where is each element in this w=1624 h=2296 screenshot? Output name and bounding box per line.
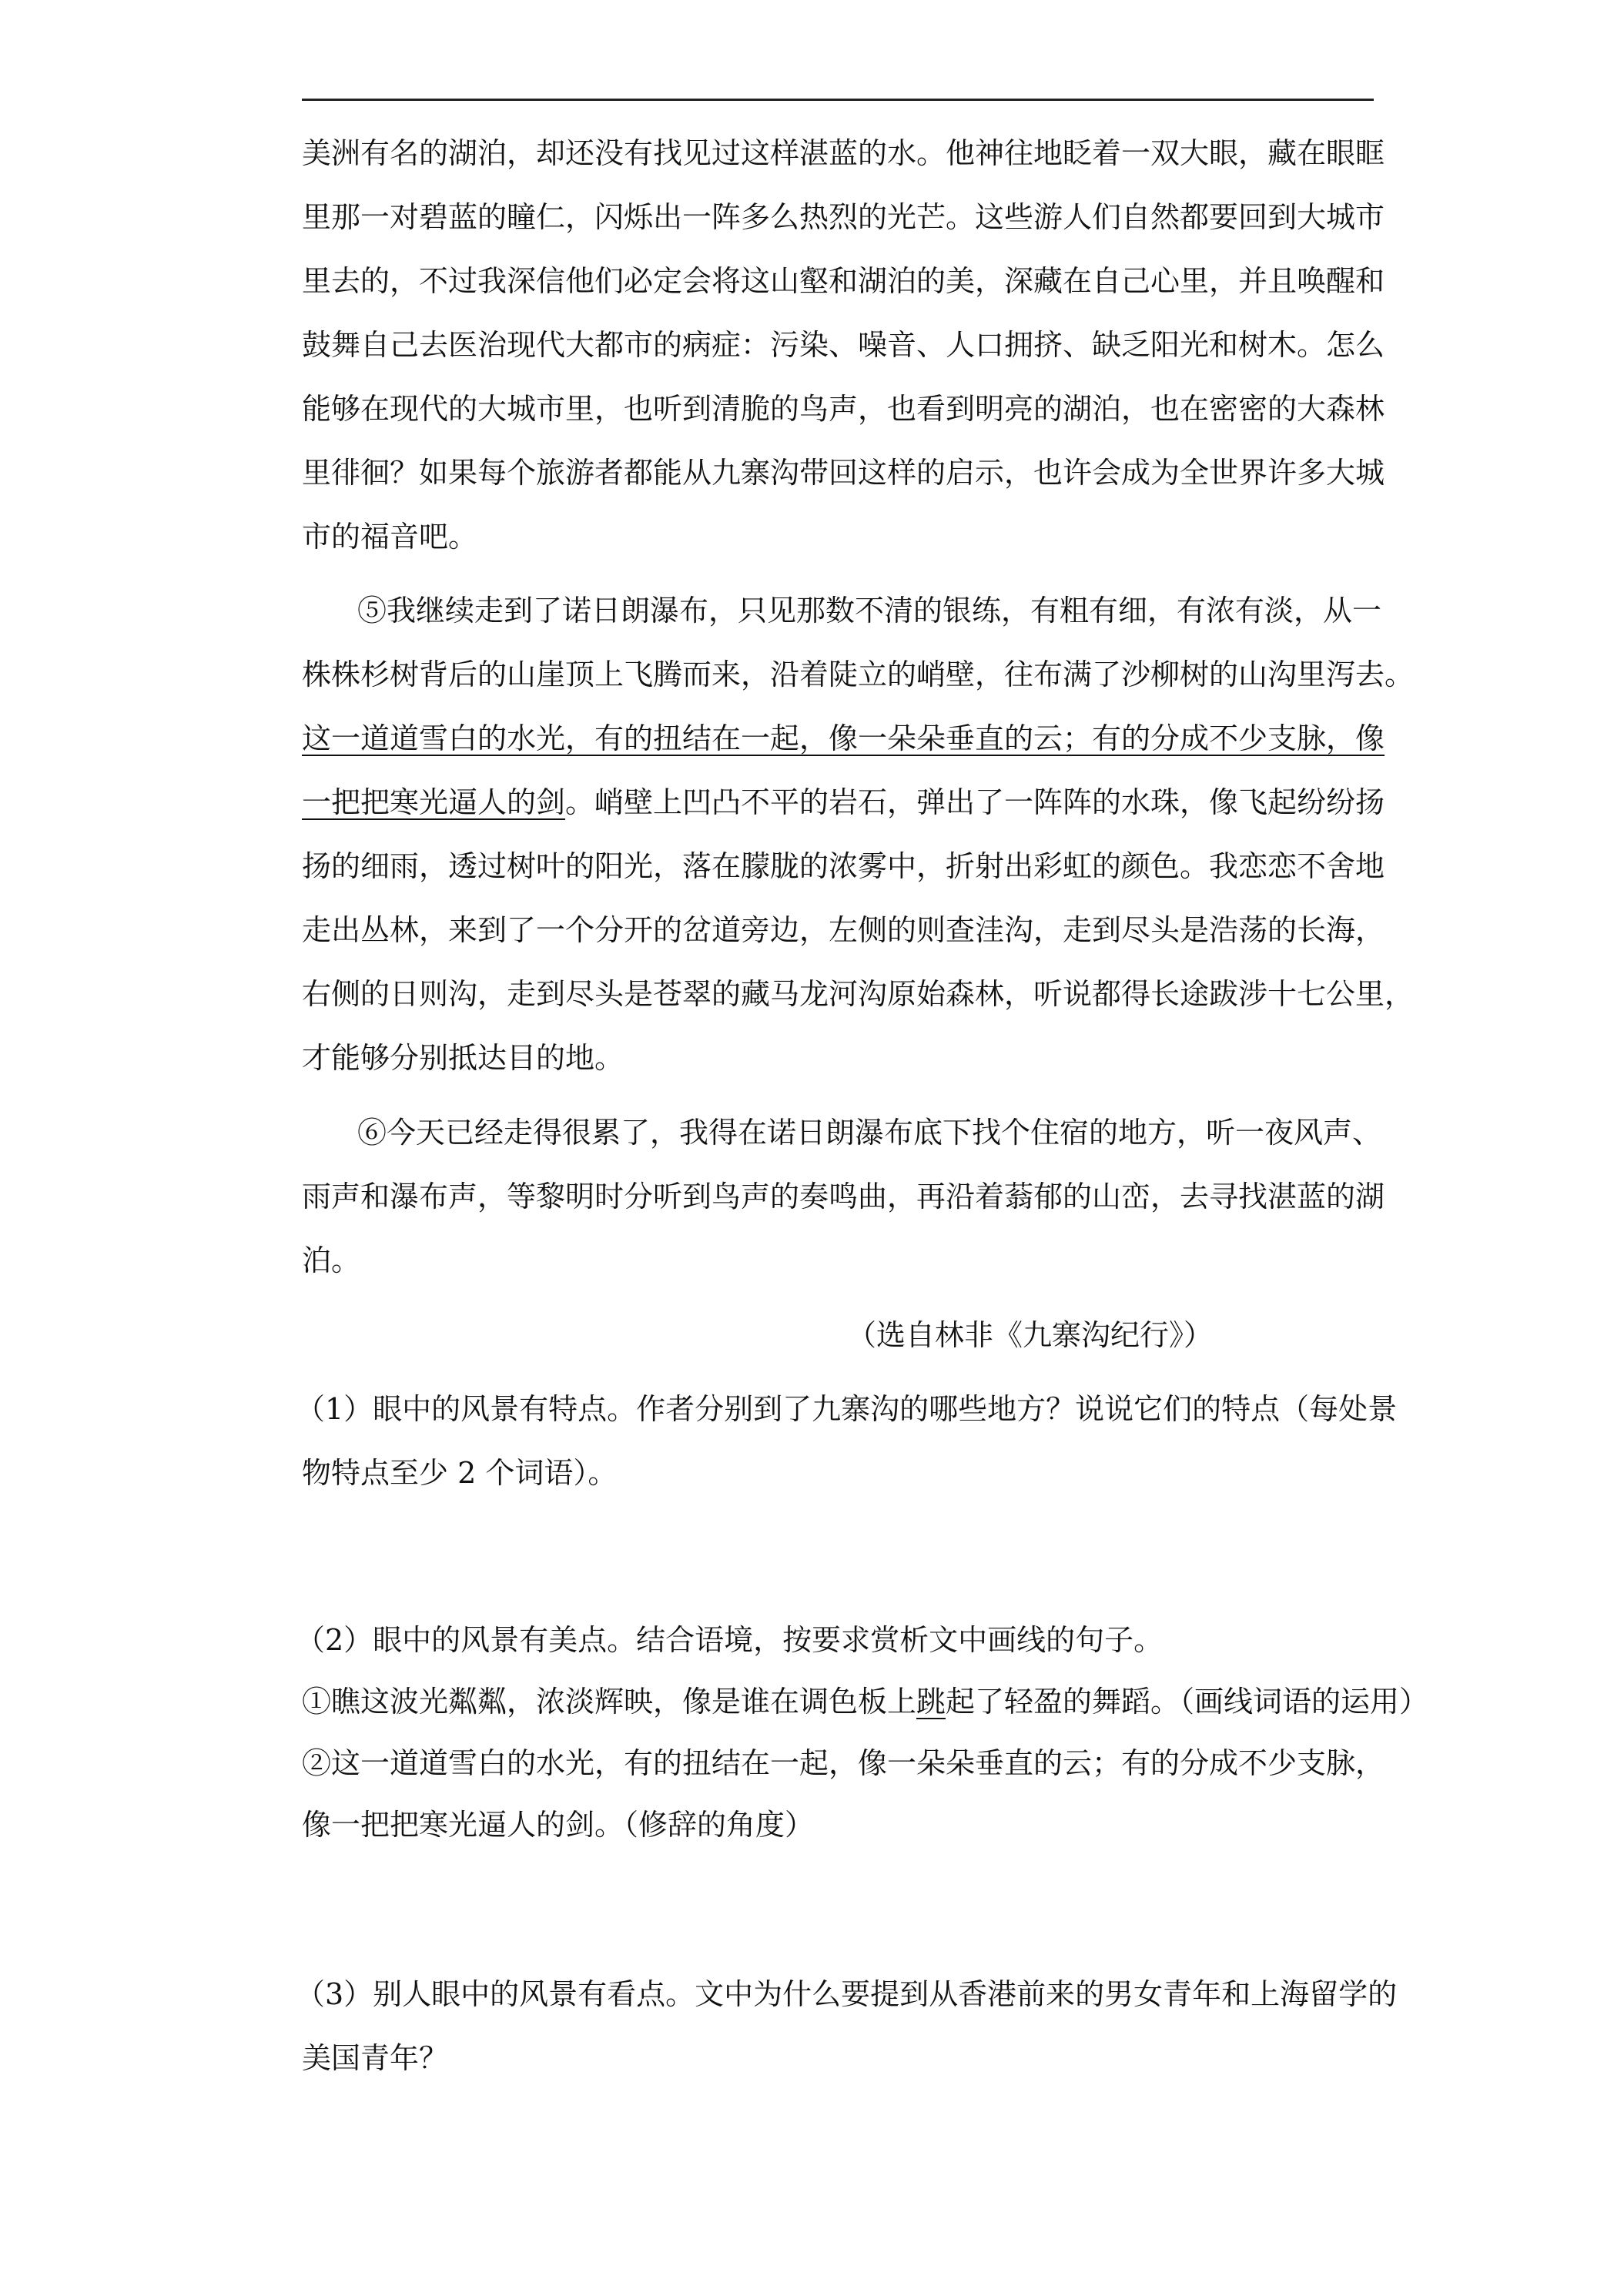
passage-line: 美洲有名的湖泊，却还没有找见过这样湛蓝的水。他神往地眨着一双大眼，藏在眼眶 [302, 136, 1385, 170]
passage-line: 里徘徊？如果每个旅游者都能从九寨沟带回这样的启示，也许会成为全世界许多大城 [302, 456, 1385, 490]
passage-line: 右侧的日则沟，走到尽头是苍翠的藏马龙河沟原始森林，听说都得长途跋涉十七公里， [302, 977, 1415, 1011]
question-2-item-2: 像一把把寒光逼人的剑。（修辞的角度） [302, 1808, 815, 1842]
question-2-item-2: ②这一道道雪白的水光，有的扭结在一起，像一朵朵垂直的云；有的分成不少支脉， [302, 1746, 1385, 1780]
question-3: （3）别人眼中的风景有看点。文中为什么要提到从香港前来的男女青年和上海留学的 [296, 1977, 1398, 2011]
passage-line: 株株杉树背后的山崖顶上飞腾而来，沿着陡立的峭壁，往布满了沙柳树的山沟里泻去。 [302, 658, 1415, 691]
passage-line: 泊。 [302, 1243, 361, 1277]
underlined-sentence: 一把把寒光逼人的剑 [302, 785, 566, 819]
question-text: 起了轻盈的舞蹈。（画线词语的运用） [946, 1685, 1429, 1719]
question-3: 美国青年？ [302, 2041, 449, 2075]
passage-line: 市的福音吧。 [302, 520, 478, 554]
question-2: （2）眼中的风景有美点。结合语境，按要求赏析文中画线的句子。 [296, 1623, 1164, 1657]
passage-line [302, 782, 1385, 822]
passage-line: ⑥今天已经走得很累了，我得在诺日朗瀑布底下找个住宿的地方，听一夜风声、 [357, 1116, 1382, 1150]
passage-line: 雨声和瀑布声，等黎明时分听到鸟声的奏鸣曲，再沿着蓊郁的山峦，去寻找湛蓝的湖 [302, 1180, 1385, 1213]
underlined-word: 跳 [916, 1685, 946, 1719]
source-citation: （选自林非《九寨沟纪行》） [847, 1318, 1214, 1352]
passage-line: 扬的细雨，透过树叶的阳光，落在朦胧的浓雾中，折射出彩虹的颜色。我恋恋不舍地 [302, 849, 1385, 883]
underlined-sentence: 这一道道雪白的水光，有的扭结在一起，像一朵朵垂直的云；有的分成不少支脉，像 [302, 721, 1385, 755]
question-2-item-1 [302, 1682, 1428, 1722]
passage-line: 里那一对碧蓝的瞳仁，闪烁出一阵多么热烈的光芒。这些游人们自然都要回到大城市 [302, 200, 1385, 234]
passage-line: 才能够分别抵达目的地。 [302, 1041, 624, 1075]
passage-text: 。峭壁上凹凸不平的岩石，弹出了一阵阵的水珠，像飞起纷纷扬 [565, 785, 1385, 819]
question-text: ①瞧这波光粼粼，浓淡辉映，像是谁在调色板上 [302, 1685, 917, 1719]
passage-line: 能够在现代的大城市里，也听到清脆的鸟声，也看到明亮的湖泊，也在密密的大森林 [302, 392, 1385, 426]
question-1: （1）眼中的风景有特点。作者分别到了九寨沟的哪些地方？说说它们的特点（每处景 [296, 1392, 1398, 1426]
question-1: 物特点至少 2 个词语）。 [302, 1456, 618, 1490]
header-rule [302, 99, 1374, 101]
passage-line: 走出丛林，来到了一个分开的岔道旁边，左侧的则查洼沟，走到尽头是浩荡的长海， [302, 913, 1385, 947]
passage-line: 里去的，不过我深信他们必定会将这山壑和湖泊的美，深藏在自己心里，并且唤醒和 [302, 264, 1385, 298]
passage-line: ⑤我继续走到了诺日朗瀑布，只见那数不清的银练，有粗有细，有浓有淡，从一 [357, 594, 1382, 628]
passage-line: 鼓舞自己去医治现代大都市的病症：污染、噪音、人口拥挤、缺乏阳光和树木。怎么 [302, 328, 1385, 362]
